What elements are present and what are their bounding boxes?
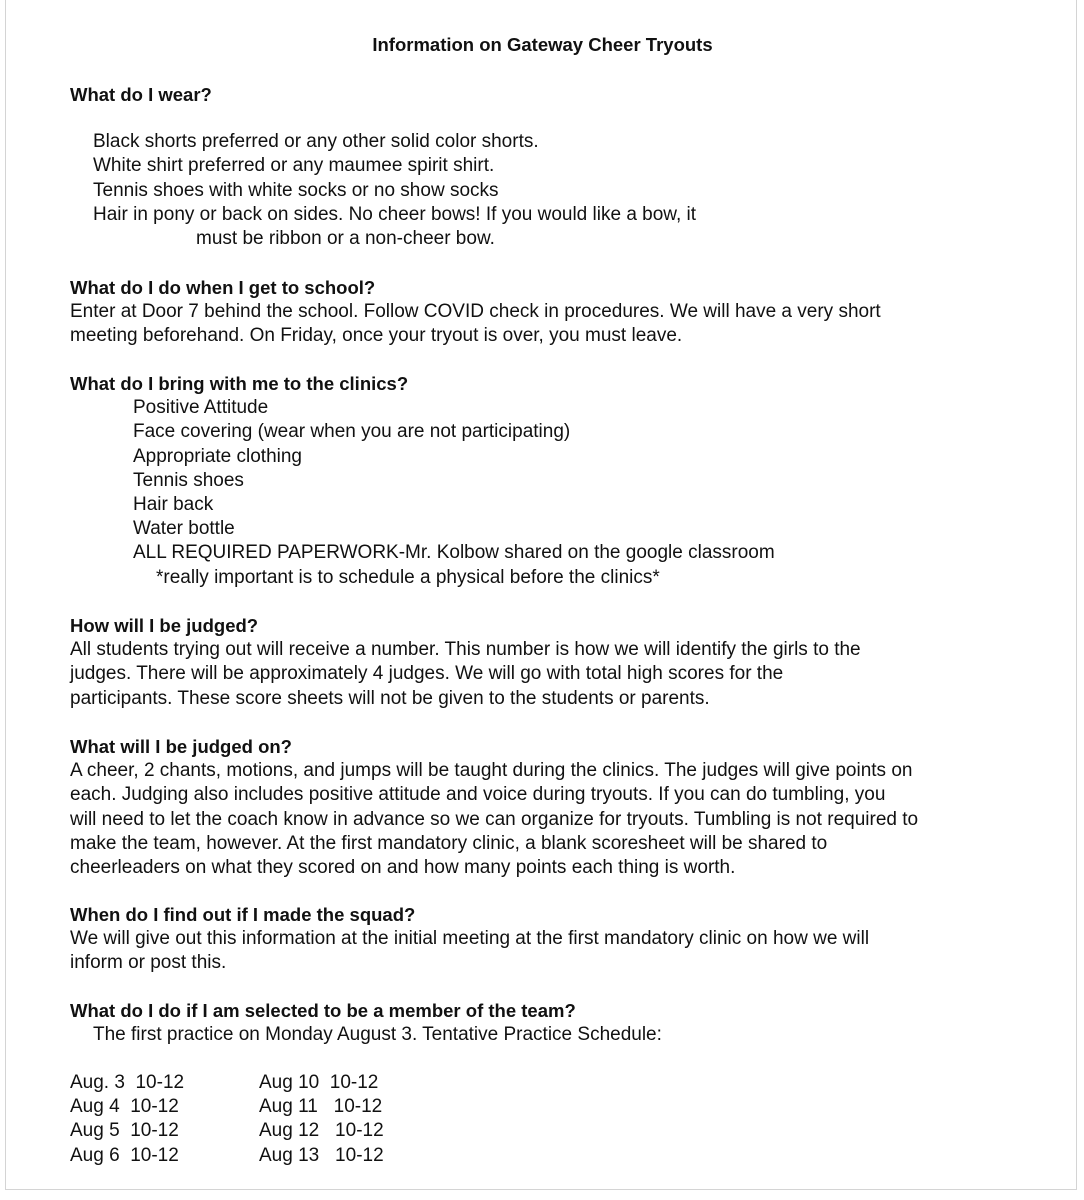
schedule-date: Aug 11 10-12 [259,1096,383,1118]
paragraph-line: A cheer, 2 chants, motions, and jumps will be taught during the clinics. The judges will give points on [70,760,913,782]
schedule-row [70,1095,384,1119]
list-item: Tennis shoes with white socks or no show socks [93,179,499,201]
document-title: Information on Gateway Cheer Tryouts [372,34,713,55]
section-arrive [70,276,1050,349]
section-heading: When do I find out if I made the squad? [70,904,416,925]
section-bring [70,372,1050,590]
schedule-date: Aug 6 10-12 [70,1144,179,1166]
schedule-date: Aug 4 10-12 [70,1096,179,1118]
section-heading: What do I do when I get to school? [70,277,376,298]
paragraph-line: meeting beforehand. On Friday, once your tryout is over, you must leave. [70,325,683,347]
list-item: Appropriate clothing [133,445,302,467]
list-item: Positive Attitude [133,397,269,419]
paragraph-line: make the team, however. At the first mandatory clinic, a blank scoresheet will be shared to [70,832,828,854]
paragraph-line: We will give out this information at the initial meeting at the first mandatory clinic on how we will [70,928,870,950]
schedule-date: Aug 13 10-12 [259,1144,384,1166]
paragraph-line: Enter at Door 7 behind the school. Follow COVID check in procedures. We will have a very short [70,301,881,323]
section-heading: What do I do if I am selected to be a member of the team? [70,1000,576,1021]
important-note: *really important is to schedule a physical before the clinics* [156,566,660,588]
schedule-date: Aug 5 10-12 [70,1120,179,1142]
schedule-date: Aug 10 10-12 [259,1072,379,1093]
paragraph-line: each. Judging also includes positive attitude and voice during tryouts. If you can do tumbling, you [70,784,886,806]
list-item: Black shorts preferred or any other solid color shorts. [93,131,539,153]
section-heading: What do I wear? [70,84,212,105]
section-heading: How will I be judged? [70,615,259,636]
paragraph-line: cheerleaders on what they scored on and how many points each thing is worth. [70,857,736,879]
list-item: Water bottle [133,518,235,540]
paragraph-line: will need to let the coach know in advance so we can organize for tryouts. Tumbling is not required to [70,808,919,830]
list-item: Hair back [133,494,214,516]
section-judged-on [70,735,1050,880]
paragraph-line: participants. These score sheets will not be given to the students or parents. [70,687,710,709]
list-item: ALL REQUIRED PAPERWORK-Mr. Kolbow shared on the google classroom [133,542,775,564]
schedule-row [70,1119,384,1143]
practice-schedule [70,1071,384,1168]
paragraph-line: inform or post this. [70,952,227,974]
schedule-row [70,1144,384,1168]
section-find-out [70,903,1050,976]
paragraph-line: judges. There will be approximately 4 judges. We will go with total high scores for the [70,663,784,685]
section-judged [70,614,1050,711]
list-item: Face covering (wear when you are not participating) [133,421,571,443]
list-item: Tennis shoes [133,469,244,491]
list-item-continuation: must be ribbon or a non-cheer bow. [196,228,495,250]
section-heading: What do I bring with me to the clinics? [70,373,409,394]
schedule-date: Aug. 3 10-12 [70,1072,185,1093]
section-wear [70,83,1050,251]
section-heading: What will I be judged on? [70,736,292,757]
schedule-date: Aug 12 10-12 [259,1120,384,1142]
paragraph-line: The first practice on Monday August 3. Tentative Practice Schedule: [93,1024,662,1046]
list-item: Hair in pony or back on sides. No cheer bows! If you would like a bow, it [93,203,697,225]
list-item: White shirt preferred or any maumee spirit shirt. [93,155,495,177]
schedule-row [70,1071,384,1095]
section-selected [70,999,1050,1047]
paragraph-line: All students trying out will receive a number. This number is how we will identify the girls to the [70,639,861,661]
